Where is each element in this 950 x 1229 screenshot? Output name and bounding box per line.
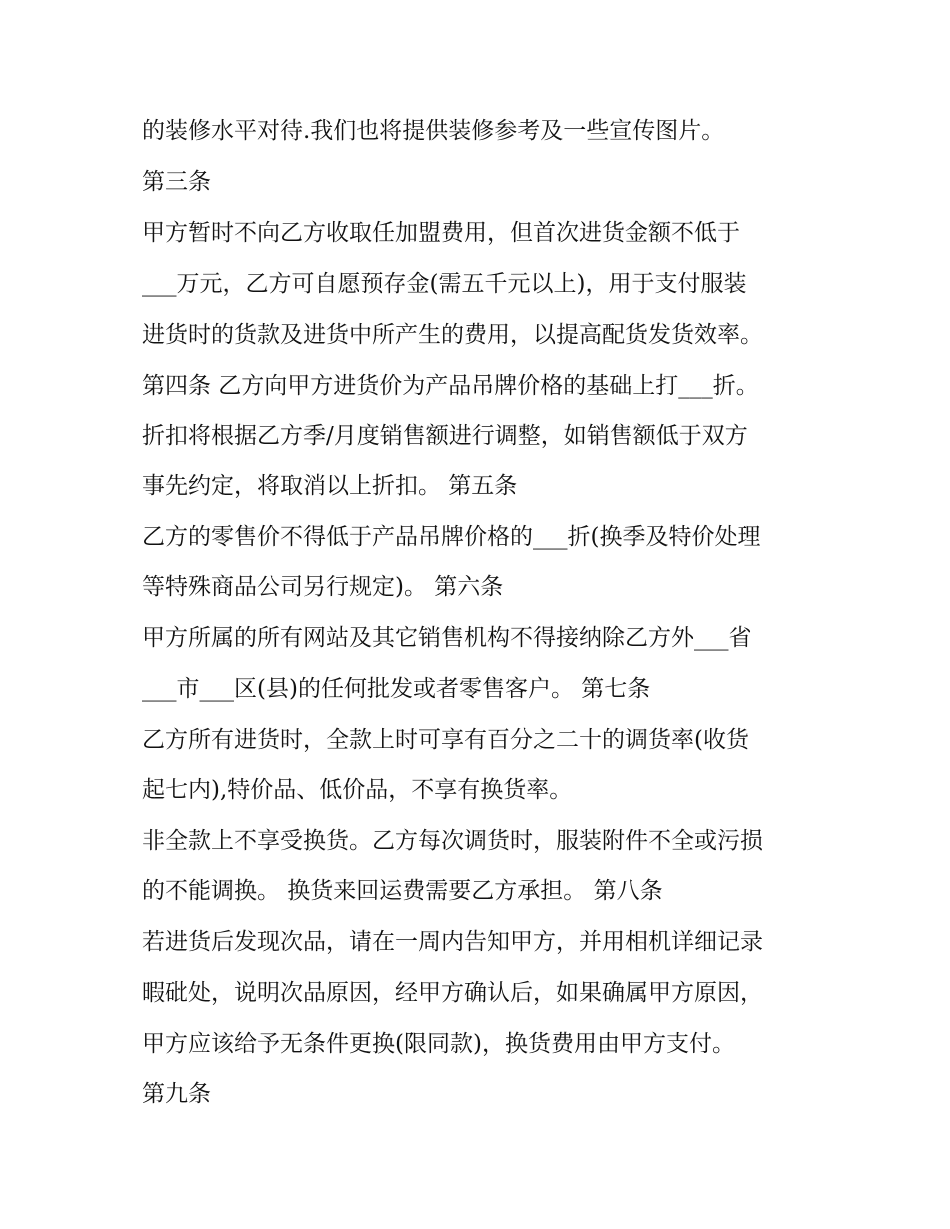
text-line: 的装修水平对待.我们也将提供装修参考及一些宣传图片。: [142, 118, 725, 144]
text-line: 甲方所属的所有网站及其它销售机构不得接纳除乙方外___省: [142, 625, 752, 651]
text-line: 起七内),特价品、低价品，不享有换货率。: [142, 777, 573, 803]
text-line: ___市___区(县)的任何批发或者零售客户。 第七条: [142, 676, 651, 702]
text-line: 乙方所有进货时，全款上时可享有百分之二十的调货率(收货: [142, 727, 749, 753]
text-line: 乙方的零售价不得低于产品吊牌价格的___折(换季及特价处理: [142, 524, 761, 550]
text-line: ___万元，乙方可自愿预存金(需五千元以上)，用于支付服装: [142, 271, 747, 297]
text-line: 第四条 乙方向甲方进货价为产品吊牌价格的基础上打___折。: [142, 373, 759, 399]
text-line: 的不能调换。 换货来回运费需要乙方承担。 第八条: [142, 878, 663, 904]
text-line: 甲方应该给予无条件更换(限同款)，换货费用由甲方支付。: [142, 1031, 735, 1057]
text-line: 甲方暂时不向乙方收取任加盟费用，但首次进货金额不低于: [142, 220, 740, 246]
text-line: 事先约定，将取消以上折扣。 第五条: [142, 473, 518, 499]
text-line: 折扣将根据乙方季/月度销售额进行调整，如销售额低于双方: [142, 423, 748, 449]
text-line: 等特殊商品公司另行规定)。 第六条: [142, 574, 504, 600]
text-line: 暇砒处，说明次品原因，经甲方确认后，如果确属甲方原因，: [142, 980, 763, 1006]
text-line: 若进货后发现次品，请在一周内告知甲方，并用相机详细记录: [142, 929, 763, 955]
section-heading: 第三条: [142, 169, 211, 195]
text-line: 非全款上不享受换货。乙方每次调货时，服装附件不全或污损: [142, 828, 763, 854]
section-heading: 第九条: [142, 1081, 211, 1107]
text-line: 进货时的货款及进货中所产生的费用，以提高配货发货效率。: [142, 322, 763, 348]
